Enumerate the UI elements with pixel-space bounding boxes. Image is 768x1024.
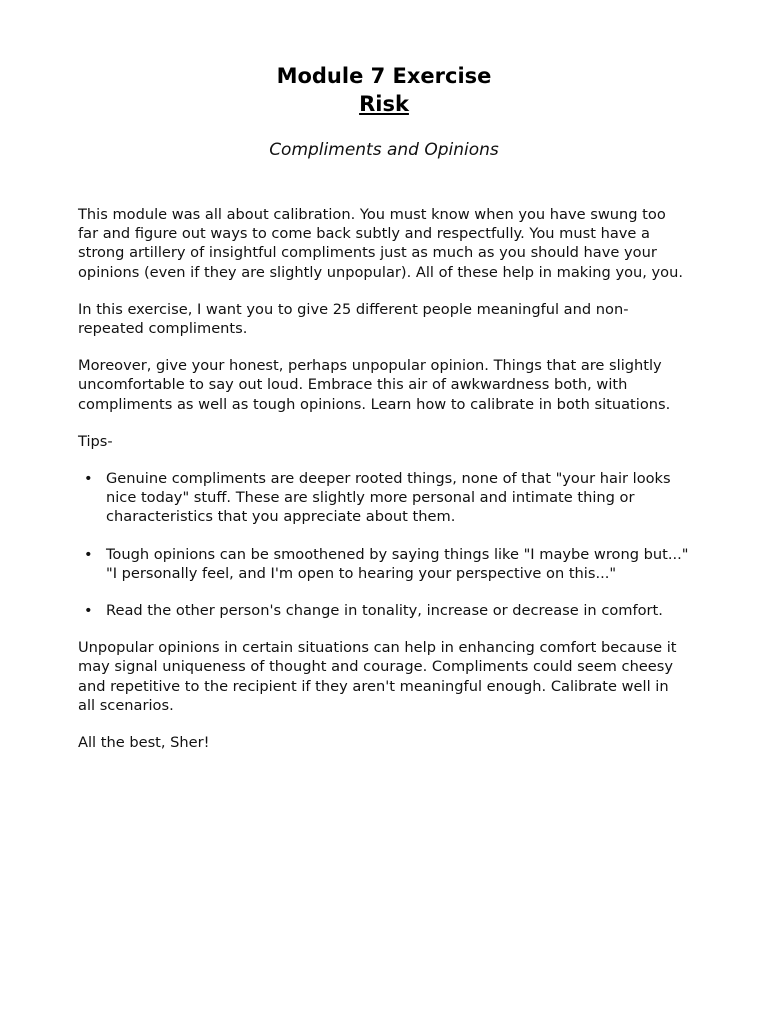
document-subtitle: Risk [359,92,409,116]
intro-paragraph-1: This module was all about calibration. You must know when you have swung too far and figure out ways to come back subtly and respectfully. You must have a strong artillery of insightful compliments just as much as you should have your opinions (even if they are slightly unpopular). All of these help in making you, you. [78,206,683,281]
document-body [78,205,690,770]
tips-list [78,469,690,620]
document-title: Module 7 Exercise [276,64,492,88]
closing-paragraph: Unpopular opinions in certain situations can help in enhancing comfort because it may signal uniqueness of thought and courage. Compliments could seem cheesy and repetitive to the recipient if they aren't meaningful enough. Calibrate well in all scenarios. [78,639,677,714]
intro-paragraph-2: In this exercise, I want you to give 25 different people meaningful and non-repeated compliments. [78,300,629,338]
tip-item-1: • Genuine compliments are deeper rooted things, none of that "your hair looks nice today" stuff. These are slightly more personal and intimate thing or characteristics that you appreciate about them. [78,469,690,527]
tip-item-3: • Read the other person's change in tonality, increase or decrease in comfort. [78,601,690,620]
intro-paragraph-3: Moreover, give your honest, perhaps unpopular opinion. Things that are slightly uncomfortable to say out loud. Embrace this air of awkwardness both, with compliments as well as tough opinions. Learn how to calibrate in both situations. [78,357,671,413]
document-tagline: Compliments and Opinions [269,140,499,160]
signoff: All the best, Sher! [78,734,210,752]
tips-heading: Tips- [78,432,113,450]
tip-item-2: • Tough opinions can be smoothened by saying things like "I maybe wrong but..." "I personally feel, and I'm open to hearing your perspective on this..." [78,545,690,583]
